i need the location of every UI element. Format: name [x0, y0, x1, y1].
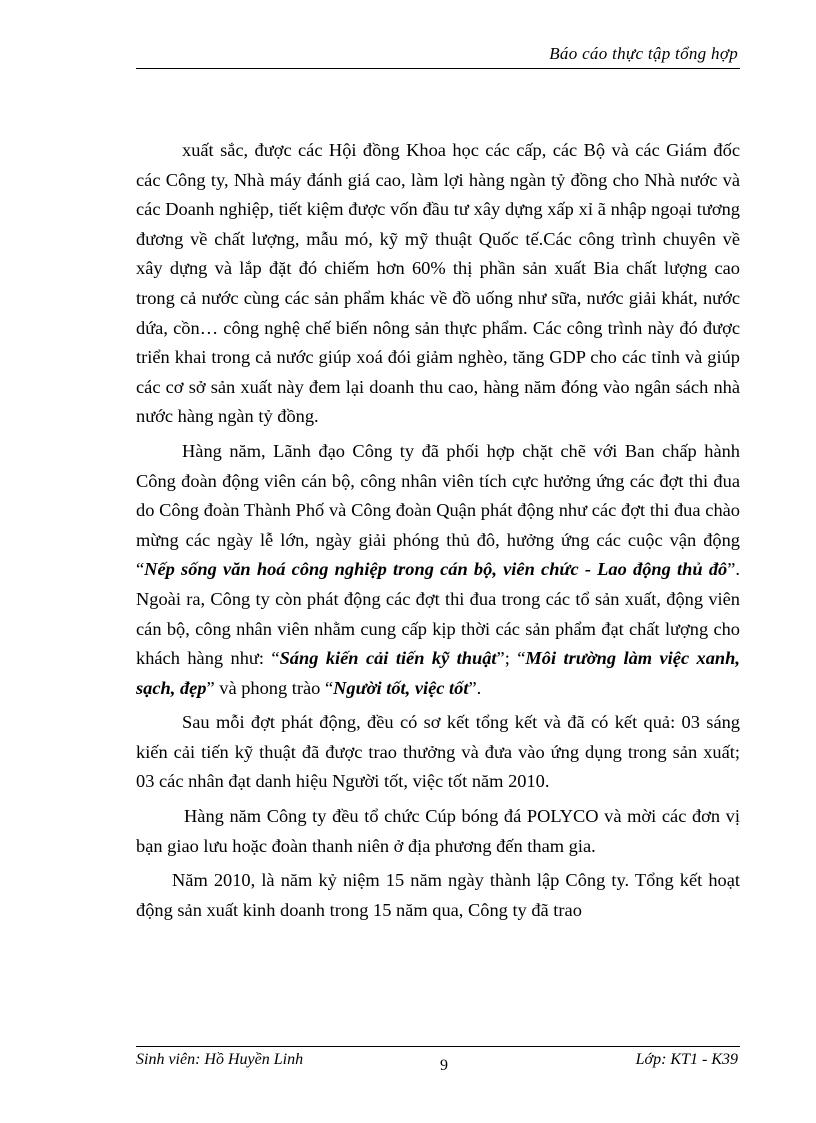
- paragraph-3: Sau mỗi đợt phát động, đều có sơ kết tổng kết và đã có kết quả: 03 sáng kiến cải tiến kỹ thuật đã được trao thưởng và đưa vào ứng dụng trong sản xuất; 03 các nhân đạt danh hiệu Người tốt, việc tốt năm 2010.: [136, 712, 740, 792]
- campaign-name-3: Môi trường làm việc xanh, sạch, đẹp: [136, 648, 740, 698]
- footer-divider: [136, 1046, 740, 1047]
- paragraph-2-text-5: ”.: [468, 677, 482, 698]
- footer-class: Lớp: KT1 - K39: [635, 1051, 738, 1068]
- paragraph-2-text-2: ”. Ngoài ra, Công ty còn phát động các đợt thi đua trong các tổ sản xuất, động viên cán bộ, công nhân viên nhằm cung cấp kịp thời các sản phẩm đạt chất lượng cho khách hàng như: “: [136, 559, 740, 669]
- paragraph-2-text-3: ”; “: [496, 648, 526, 669]
- paragraph-1: xuất sắc, được các Hội đồng Khoa học các cấp, các Bộ và các Giám đốc các Công ty, Nhà máy đánh giá cao, làm lợi hàng ngàn tỷ đồng cho Nhà nước và các Doanh nghiệp, tiết kiệm được vốn đầu tư xây dựng xấp xỉ ã nhập ngoại tương đương về chất lượng, mẫu mó, kỹ mỹ thuật Quốc tế.Các công trình chuyên về xây dựng và lắp đặt đó chiếm hơn 60% thị phần sản xuất Bia chất lượng cao trong cả nước cùng các sản phẩm khác về đồ uống như sữa, nước giải khát, nước dứa, cồn… công nghệ chế biến nông sản thực phẩm. Các công trình này đó được triển khai trong cả nước giúp xoá đói giảm nghèo, tăng GDP cho các tỉnh và giúp các cơ sở sản xuất này đem lại doanh thu cao, hàng năm đóng vào ngân sách nhà nước hàng ngàn tỷ đồng.: [136, 140, 740, 427]
- paragraph-5: Năm 2010, là năm kỷ niệm 15 năm ngày thành lập Công ty. Tổng kết hoạt động sản xuất kinh doanh trong 15 năm qua, Công ty đã trao: [136, 870, 740, 920]
- paragraph-2: [136, 437, 740, 703]
- header-title: Báo cáo thực tập tổng hợp: [549, 44, 738, 63]
- document-body: [136, 136, 740, 925]
- paragraph-4: Hàng năm Công ty đều tổ chức Cúp bóng đá POLYCO và mời các đơn vị bạn giao lưu hoặc đoàn thanh niên ở địa phương đến tham gia.: [136, 806, 740, 856]
- header-divider: [136, 68, 740, 69]
- campaign-name-4: Người tốt, việc tốt: [333, 677, 469, 698]
- paragraph-2-text-4: ” và phong trào “: [206, 677, 334, 698]
- campaign-name-2: Sáng kiến cải tiến kỹ thuật: [279, 648, 497, 669]
- paragraph-2-text-1: Hàng năm, Lãnh đạo Công ty đã phối hợp chặt chẽ với Ban chấp hành Công đoàn động viên cán bộ, công nhân viên tích cực hưởng ứng các đợt thi đua do Công đoàn Thành Phố và Công đoàn Quận phát động như các đợt thi đua chào mừng các ngày lễ lớn, ngày giải phóng thủ đô, hưởng ứng các cuộc vận động “: [136, 440, 740, 580]
- campaign-name-1: Nếp sống văn hoá công nghiệp trong cán bộ, viên chức - Lao động thủ đô: [144, 559, 728, 580]
- page-number: 9: [440, 1057, 448, 1074]
- footer-student-name: Sinh viên: Hồ Huyền Linh: [136, 1051, 304, 1068]
